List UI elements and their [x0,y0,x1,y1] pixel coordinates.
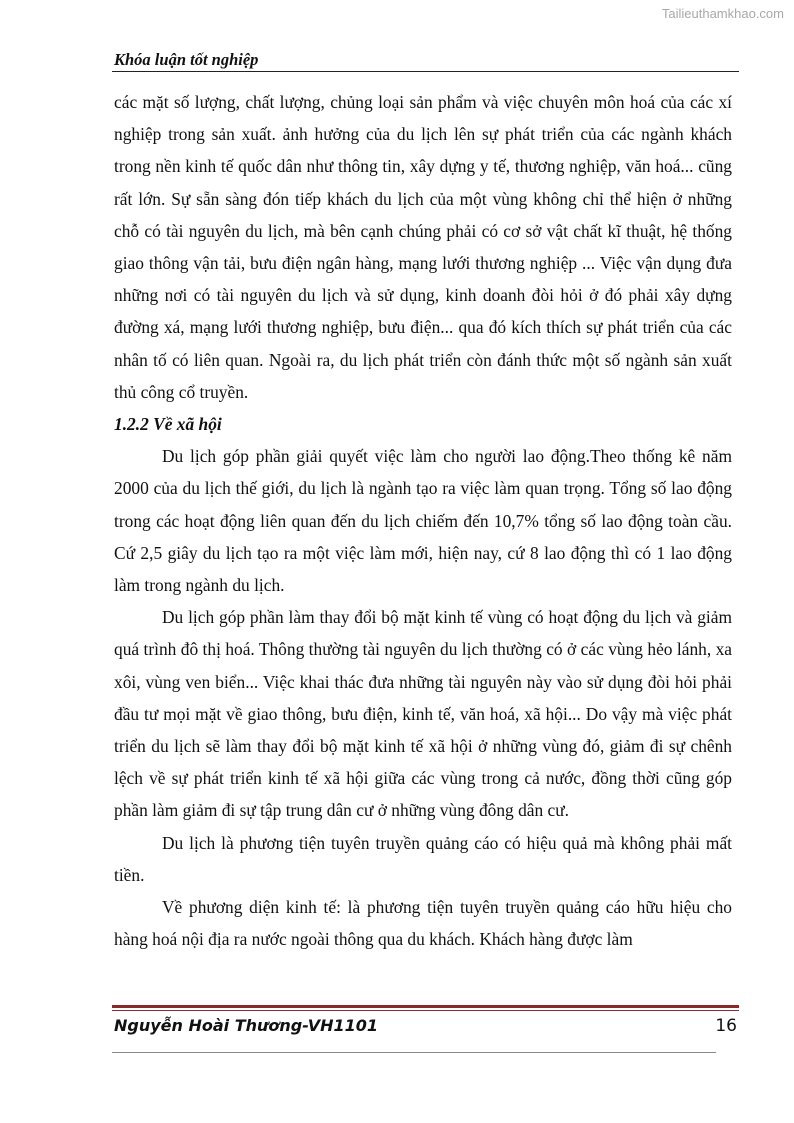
page-header-title: Khóa luận tốt nghiệp [114,50,259,69]
section-heading: 1.2.2 Về xã hội [114,414,222,435]
paragraph: Du lịch góp phần làm thay đổi bộ mặt kinh tế vùng có hoạt động du lịch và giảm quá trình đô thị hoá. Thông thường tài nguyên du lịch thường có ở các vùng hẻo lánh, xa xôi, vùng ven biển... Việc khai thác đưa những tài nguyên này vào sử dụng đòi hỏi phải đầu tư mọi mặt về giao thông, bưu điện, kinh tế, văn hoá, xã hội... Do vậy mà việc phát triển du lịch sẽ làm thay đổi bộ mặt kinh tế xã hội ở những vùng đó, giảm đi sự chênh lệch về sự phát triển kinh tế xã hội giữa các vùng trong cả nước, đồng thời cũng góp phần làm giảm đi sự tập trung dân cư ở những vùng đông dân cư. [114,607,732,821]
paragraph: Về phương diện kinh tế: là phương tiện tuyên truyền quảng cáo hữu hiệu cho hàng hoá nội địa ra nước ngoài thông qua du khách. Khách hàng được làm [114,897,732,950]
footer-divider-thick [112,1005,739,1008]
footer-author: Nguyễn Hoài Thương-VH1101 [114,1016,379,1035]
page-number: 16 [715,1016,737,1036]
paragraph: Du lịch là phương tiện tuyên truyền quảng cáo có hiệu quả mà không phải mất tiền. [114,832,732,885]
footer-divider-thin [112,1010,739,1011]
paragraph: Du lịch góp phần giải quyết việc làm cho người lao động.Theo thống kê năm 2000 của du lịch thế giới, du lịch là ngành tạo ra việc làm quan trọng. Tổng số lao động trong các hoạt động liên quan đến du lịch chiếm đến 10,7% tổng số lao động toàn cầu. Cứ 2,5 giây du lịch tạo ra một việc làm mới, hiện nay, cứ 8 lao động thì có 1 lao động làm trong ngành du lịch. [114,446,732,596]
paragraph-continued: các mặt số lượng, chất lượng, chủng loại sản phẩm và việc chuyên môn hoá của các xí nghiệp trong sản xuất. ảnh hưởng của du lịch lên sự phát triển của các ngành khách trong nền kinh tế quốc dân như thông tin, xây dựng y tế, thương nghiệp, văn hoá... cũng rất lớn. Sự sẵn sàng đón tiếp khách du lịch của một vùng không chỉ thể hiện ở những chỗ có tài nguyên du lịch, mà bên cạnh chúng phải có cơ sở vật chất kĩ thuật, hệ thống giao thông vận tải, bưu điện ngân hàng, mạng lưới thương nghiệp ... Việc vận dụng đưa những nơi có tài nguyên du lịch và sử dụng, kinh doanh đòi hỏi ở đó phải xây dựng đường xá, mạng lưới thương nghiệp, bưu điện... qua đó kích thích sự phát triển của các nhân tố có liên quan. Ngoài ra, du lịch phát triển còn đánh thức một số ngành sản xuất thủ công cổ truyền. [114,92,732,402]
document-body [114,86,732,955]
footer-bottom-divider [112,1052,716,1053]
header-divider [112,71,739,72]
watermark-text: Tailieuthamkhao.com [661,6,784,21]
